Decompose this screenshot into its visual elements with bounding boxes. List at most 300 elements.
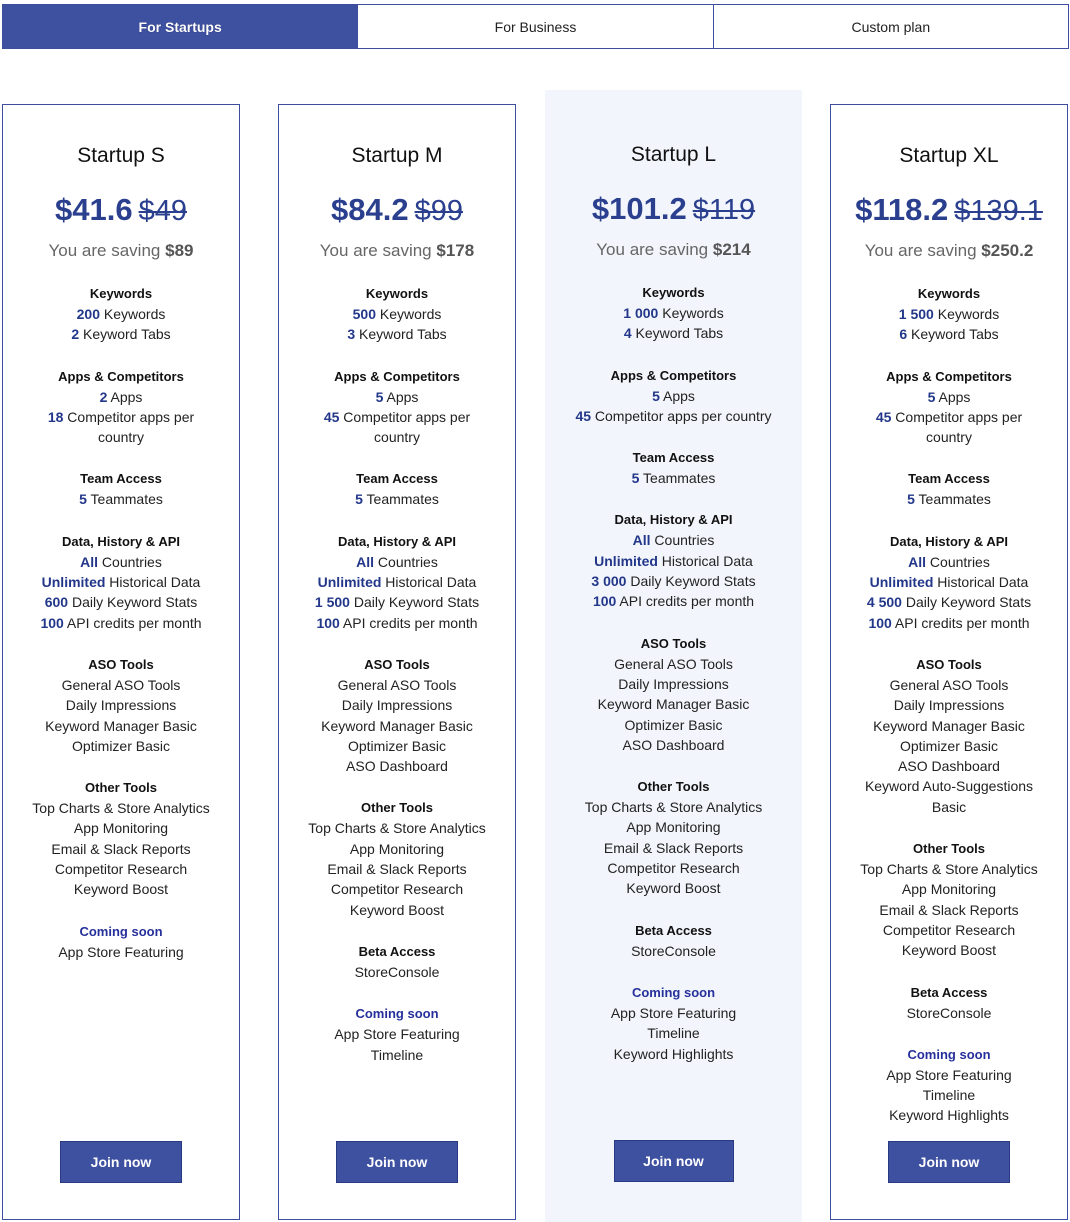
feature-text: Email & Slack Reports — [879, 901, 1019, 918]
feature-text: Email & Slack Reports — [327, 861, 467, 878]
feature-item — [831, 592, 1067, 612]
feature-item — [279, 818, 515, 838]
feature-group-title: Other Tools — [361, 800, 433, 816]
feature-text: Keyword Manager Basic — [45, 717, 197, 734]
feature-group — [3, 778, 239, 899]
feature-item — [545, 878, 802, 898]
feature-item — [279, 1045, 515, 1065]
feature-text: Competitor Research — [607, 860, 740, 877]
feature-text: API credits per month — [63, 614, 202, 631]
feature-highlight: 100 — [592, 593, 617, 610]
feature-highlight: 5 — [355, 491, 363, 508]
feature-group — [545, 510, 802, 611]
feature-text: Competitor apps per country — [339, 408, 471, 446]
feature-item — [831, 940, 1067, 960]
feature-item — [545, 1003, 802, 1023]
feature-text: Keyword Manager Basic — [321, 717, 473, 734]
feature-group-title: Keywords — [642, 285, 705, 300]
feature-item — [831, 304, 1067, 324]
feature-group — [545, 448, 802, 488]
feature-item — [831, 695, 1067, 715]
feature-item — [831, 572, 1067, 592]
plan-card-startup-xl — [830, 104, 1068, 1220]
feature-item — [831, 1085, 1067, 1105]
feature-group — [279, 469, 515, 509]
feature-item — [3, 798, 239, 818]
feature-item — [3, 387, 239, 407]
feature-text: Keywords — [376, 306, 442, 322]
saving-prefix: You are saving — [596, 240, 709, 259]
feature-highlight: Unlimited — [317, 574, 382, 591]
feature-group-title: Team Access — [356, 471, 438, 487]
original-price: $99 — [414, 195, 463, 227]
feature-item — [831, 776, 1067, 817]
feature-text: Daily Impressions — [341, 697, 453, 714]
saving-prefix: You are saving — [864, 241, 977, 260]
feature-item — [3, 859, 239, 879]
feature-item — [545, 571, 802, 591]
feature-item — [545, 303, 802, 323]
feature-item — [3, 736, 239, 756]
feature-group — [545, 283, 802, 344]
original-price: $119 — [692, 194, 756, 226]
feature-group-title: ASO Tools — [916, 656, 982, 672]
saving-amount: $89 — [165, 241, 194, 260]
saving-note — [279, 240, 515, 262]
feature-item — [545, 323, 802, 343]
join-now-button[interactable]: Join now — [888, 1141, 1010, 1183]
feature-highlight: 5 — [631, 470, 640, 487]
feature-item — [831, 1003, 1067, 1023]
feature-group-title: Team Access — [80, 471, 162, 487]
feature-item — [3, 879, 239, 899]
feature-item — [279, 613, 515, 633]
price-row — [545, 190, 802, 234]
feature-text: Keyword Manager Basic — [873, 717, 1025, 734]
price-row — [831, 191, 1067, 235]
feature-group — [279, 284, 515, 345]
feature-text: App Monitoring — [901, 881, 997, 898]
plan-name: Startup XL — [899, 144, 999, 167]
feature-highlight: 200 — [76, 306, 100, 322]
feature-group-title: Coming soon — [79, 923, 163, 939]
feature-text: Top Charts & Store Analytics — [308, 820, 486, 837]
feature-text: Countries — [374, 553, 438, 570]
feature-group — [831, 469, 1067, 509]
feature-text: App Monitoring — [349, 840, 445, 857]
feature-group — [545, 921, 802, 961]
feature-text: Optimizer Basic — [71, 737, 171, 754]
feature-highlight: Unlimited — [594, 552, 658, 569]
plan-name: Startup S — [77, 144, 165, 167]
feature-text: App Monitoring — [626, 819, 721, 836]
feature-text: Daily Keyword Stats — [626, 573, 756, 590]
feature-text: Top Charts & Store Analytics — [584, 799, 763, 816]
feature-item — [279, 695, 515, 715]
feature-item — [3, 942, 239, 962]
feature-text: Timeline — [922, 1087, 976, 1104]
feature-text: Countries — [926, 553, 990, 570]
feature-group-title: Other Tools — [913, 841, 985, 857]
feature-group-title: Apps & Competitors — [610, 367, 737, 383]
feature-text: Competitor Research — [330, 881, 464, 898]
feature-item — [545, 694, 802, 714]
feature-group-title: Data, History & API — [614, 512, 733, 528]
feature-item — [3, 839, 239, 859]
feature-text: API credits per month — [616, 593, 755, 610]
feature-item — [3, 407, 239, 448]
feature-text: Countries — [650, 532, 715, 549]
feature-item — [279, 572, 515, 592]
feature-item — [279, 756, 515, 776]
feature-text: Apps — [659, 387, 695, 404]
current-price: $118.2 — [855, 192, 949, 227]
feature-group-title: Apps & Competitors — [886, 368, 1012, 384]
feature-highlight: 2 — [71, 326, 80, 343]
feature-group — [545, 777, 802, 898]
feature-text: Historical Data — [105, 574, 201, 591]
plan-card-startup-l — [545, 90, 802, 1222]
join-now-button[interactable]: Join now — [336, 1141, 458, 1183]
feature-item — [3, 552, 239, 572]
feature-text: Timeline — [647, 1025, 700, 1042]
feature-text: Keywords — [933, 306, 1000, 322]
feature-group — [279, 1004, 515, 1065]
feature-group-title: Other Tools — [637, 779, 710, 795]
feature-item — [279, 839, 515, 859]
feature-item — [545, 674, 802, 694]
saving-note — [831, 240, 1067, 262]
feature-item — [279, 1024, 515, 1044]
feature-text: Teammates — [639, 470, 716, 487]
feature-text: App Store Featuring — [58, 943, 184, 960]
join-now-button[interactable]: Join now — [60, 1141, 182, 1183]
feature-group — [545, 634, 802, 755]
feature-text: Timeline — [370, 1046, 424, 1063]
feature-group-title: Data, History & API — [890, 533, 1008, 549]
feature-group — [279, 532, 515, 633]
feature-item — [831, 407, 1067, 448]
feature-item — [545, 530, 802, 550]
feature-highlight: 3 — [347, 326, 356, 343]
feature-group-title: Other Tools — [85, 780, 157, 796]
feature-item — [831, 552, 1067, 572]
feature-highlight: 3 000 — [591, 573, 627, 590]
feature-text: Historical Data — [657, 552, 753, 569]
feature-item — [279, 716, 515, 736]
feature-item — [545, 735, 802, 755]
feature-text: StoreConsole — [906, 1004, 992, 1021]
feature-item — [3, 695, 239, 715]
feature-group — [279, 942, 515, 982]
feature-highlight: Unlimited — [41, 574, 106, 591]
feature-group — [3, 367, 239, 448]
feature-text: Keyword Tabs — [907, 326, 999, 343]
feature-item — [831, 879, 1067, 899]
feature-group-title: Coming soon — [631, 984, 716, 1000]
feature-item — [831, 920, 1067, 940]
feature-text: Historical Data — [381, 574, 477, 591]
feature-text: Keyword Tabs — [79, 326, 171, 343]
feature-highlight: All — [908, 553, 927, 570]
feature-group-title: ASO Tools — [88, 656, 154, 672]
feature-text: Competitor apps per country — [591, 407, 772, 424]
feature-item — [831, 900, 1067, 920]
feature-item — [831, 613, 1067, 633]
feature-highlight: 5 — [375, 388, 384, 405]
feature-highlight: 45 — [875, 408, 892, 425]
feature-group — [831, 284, 1067, 345]
feature-text: Apps — [383, 388, 419, 405]
feature-text: Keyword Boost — [626, 880, 721, 897]
feature-item — [545, 858, 802, 878]
tab-for-startups[interactable]: For Startups — [3, 5, 357, 48]
feature-group-title: Beta Access — [635, 922, 712, 938]
feature-item — [3, 613, 239, 633]
price-row — [3, 191, 239, 235]
tab-custom-plan[interactable]: Custom plan — [713, 5, 1068, 48]
feature-item — [3, 304, 239, 324]
tab-for-business[interactable]: For Business — [357, 5, 712, 48]
feature-text: ASO Dashboard — [898, 758, 1000, 775]
feature-item — [3, 489, 239, 509]
feature-text: Competitor Research — [882, 921, 1016, 938]
original-price: $139.1 — [954, 195, 1043, 227]
feature-highlight: 5 — [907, 491, 915, 508]
feature-item — [279, 736, 515, 756]
feature-text: Keyword Highlights — [889, 1107, 1009, 1124]
feature-highlight: 1 500 — [314, 594, 350, 611]
feature-item — [545, 591, 802, 611]
join-now-button[interactable]: Join now — [614, 1140, 734, 1182]
feature-highlight: 5 — [652, 387, 660, 404]
feature-highlight: 2 — [99, 388, 108, 405]
plan-name: Startup L — [630, 143, 717, 166]
feature-text: Optimizer Basic — [624, 716, 723, 733]
feature-text: App Store Featuring — [886, 1066, 1012, 1083]
feature-item — [831, 736, 1067, 756]
feature-item — [545, 797, 802, 817]
feature-text: Daily Impressions — [65, 697, 177, 714]
feature-group-title: Coming soon — [907, 1046, 991, 1062]
feature-item — [279, 592, 515, 612]
feature-text: Keyword Tabs — [355, 326, 447, 343]
feature-highlight: All — [632, 532, 651, 549]
feature-highlight: 45 — [323, 408, 340, 425]
feature-group — [545, 366, 802, 427]
feature-item — [279, 304, 515, 324]
feature-text: ASO Dashboard — [346, 758, 448, 775]
feature-highlight: All — [80, 553, 99, 570]
feature-text: Keyword Tabs — [631, 325, 724, 342]
feature-text: General ASO Tools — [889, 676, 1009, 693]
saving-amount: $214 — [712, 240, 751, 259]
feature-text: Daily Keyword Stats — [349, 594, 480, 611]
plan-card-startup-m — [278, 104, 516, 1220]
plan-card-startup-s — [2, 104, 240, 1220]
feature-group-title: Apps & Competitors — [334, 368, 460, 384]
feature-item — [3, 818, 239, 838]
feature-text: App Store Featuring — [610, 1004, 737, 1021]
feature-item — [545, 1023, 802, 1043]
feature-item — [831, 489, 1067, 509]
feature-group-title: Keywords — [89, 286, 153, 301]
feature-highlight: All — [356, 553, 375, 570]
feature-text: App Store Featuring — [334, 1026, 460, 1043]
feature-text: Competitor Research — [54, 861, 188, 878]
feature-group-title: Beta Access — [358, 943, 436, 959]
plan-content — [831, 143, 1067, 1126]
feature-highlight: 100 — [316, 614, 340, 631]
feature-text: Countries — [98, 553, 162, 570]
feature-item — [3, 716, 239, 736]
feature-item — [545, 1044, 802, 1064]
feature-highlight: 4 500 — [866, 594, 902, 611]
feature-highlight: 500 — [352, 306, 376, 322]
feature-group — [831, 1045, 1067, 1126]
feature-text: Apps — [107, 388, 143, 405]
feature-text: Top Charts & Store Analytics — [860, 861, 1038, 878]
feature-highlight: 100 — [40, 614, 64, 631]
feature-text: API credits per month — [891, 614, 1030, 631]
feature-text: Email & Slack Reports — [51, 840, 191, 857]
feature-item — [279, 962, 515, 982]
feature-highlight: 4 — [623, 325, 632, 342]
feature-group — [279, 655, 515, 776]
feature-group — [3, 284, 239, 345]
feature-highlight: 5 — [79, 491, 87, 508]
feature-text: Keyword Boost — [73, 881, 169, 898]
feature-group — [831, 839, 1067, 960]
feature-group-title: Data, History & API — [62, 533, 180, 549]
feature-item — [831, 1105, 1067, 1125]
plan-type-tabs — [2, 4, 1069, 49]
feature-item — [279, 859, 515, 879]
feature-text: Keyword Highlights — [613, 1045, 734, 1062]
feature-text: Teammates — [86, 491, 163, 508]
plan-content — [545, 142, 802, 1064]
feature-item — [3, 572, 239, 592]
feature-text: General ASO Tools — [337, 676, 457, 693]
feature-text: Keyword Manager Basic — [597, 696, 750, 713]
feature-item — [3, 592, 239, 612]
current-price: $41.6 — [55, 192, 133, 227]
plan-content — [3, 143, 239, 962]
feature-text: Keywords — [100, 306, 166, 322]
feature-text: Competitor apps per country — [63, 408, 195, 446]
feature-item — [279, 489, 515, 509]
feature-text: Optimizer Basic — [899, 737, 999, 754]
feature-text: API credits per month — [339, 614, 478, 631]
feature-text: StoreConsole — [354, 963, 440, 980]
feature-item — [545, 406, 802, 426]
feature-highlight: 18 — [47, 408, 64, 425]
feature-group — [831, 367, 1067, 448]
feature-item — [831, 675, 1067, 695]
feature-text: Daily Keyword Stats — [68, 594, 198, 611]
feature-item — [831, 756, 1067, 776]
feature-group — [279, 798, 515, 919]
feature-text: Keyword Boost — [901, 942, 997, 959]
feature-item — [831, 716, 1067, 736]
saving-prefix: You are saving — [48, 241, 161, 260]
feature-text: General ASO Tools — [614, 655, 733, 672]
feature-item — [545, 838, 802, 858]
feature-item — [3, 324, 239, 344]
feature-group-title: Beta Access — [910, 984, 988, 1000]
feature-text: Keyword Boost — [349, 901, 445, 918]
feature-text: StoreConsole — [631, 942, 716, 959]
feature-item — [831, 324, 1067, 344]
feature-text: Historical Data — [933, 574, 1029, 591]
feature-text: Email & Slack Reports — [603, 839, 744, 856]
feature-highlight: Unlimited — [869, 574, 934, 591]
feature-item — [545, 817, 802, 837]
feature-item — [545, 941, 802, 961]
saving-amount: $250.2 — [981, 241, 1034, 260]
feature-item — [279, 900, 515, 920]
feature-item — [279, 407, 515, 448]
feature-item — [545, 551, 802, 571]
feature-group — [3, 469, 239, 509]
feature-group — [545, 983, 802, 1064]
feature-text: Daily Impressions — [893, 697, 1005, 714]
feature-group-title: Coming soon — [355, 1006, 439, 1022]
price-row — [279, 191, 515, 235]
feature-text: Daily Impressions — [618, 675, 729, 692]
feature-item — [545, 386, 802, 406]
feature-item — [545, 468, 802, 488]
feature-text: General ASO Tools — [61, 676, 181, 693]
feature-highlight: 1 500 — [898, 306, 934, 322]
original-price: $49 — [138, 195, 187, 227]
plan-content — [279, 143, 515, 1065]
feature-highlight: 6 — [899, 326, 908, 343]
saving-note — [3, 240, 239, 262]
feature-highlight: 45 — [575, 407, 592, 424]
current-price: $84.2 — [331, 192, 409, 227]
feature-item — [279, 552, 515, 572]
feature-text: Apps — [935, 388, 971, 405]
current-price: $101.2 — [591, 191, 687, 226]
feature-text: Keywords — [658, 305, 724, 321]
feature-group — [831, 655, 1067, 817]
feature-item — [831, 387, 1067, 407]
feature-item — [279, 675, 515, 695]
feature-text: App Monitoring — [73, 820, 169, 837]
feature-group-title: ASO Tools — [640, 635, 707, 651]
feature-item — [279, 324, 515, 344]
plan-name: Startup M — [351, 144, 443, 167]
saving-amount: $178 — [436, 241, 475, 260]
feature-text: Teammates — [914, 491, 991, 508]
feature-group-title: Data, History & API — [338, 533, 456, 549]
feature-group — [831, 983, 1067, 1023]
feature-group — [279, 367, 515, 448]
feature-group — [3, 922, 239, 962]
feature-group-title: Keywords — [917, 286, 981, 301]
feature-text: Top Charts & Store Analytics — [32, 800, 210, 817]
feature-item — [279, 387, 515, 407]
feature-highlight: 1 000 — [623, 305, 659, 321]
feature-group-title: ASO Tools — [364, 656, 430, 672]
feature-group-title: Team Access — [908, 471, 990, 487]
feature-group-title: Team Access — [632, 450, 715, 466]
feature-group — [831, 532, 1067, 633]
feature-group-title: Keywords — [365, 286, 429, 301]
feature-item — [831, 859, 1067, 879]
feature-text: Daily Keyword Stats — [901, 594, 1032, 611]
